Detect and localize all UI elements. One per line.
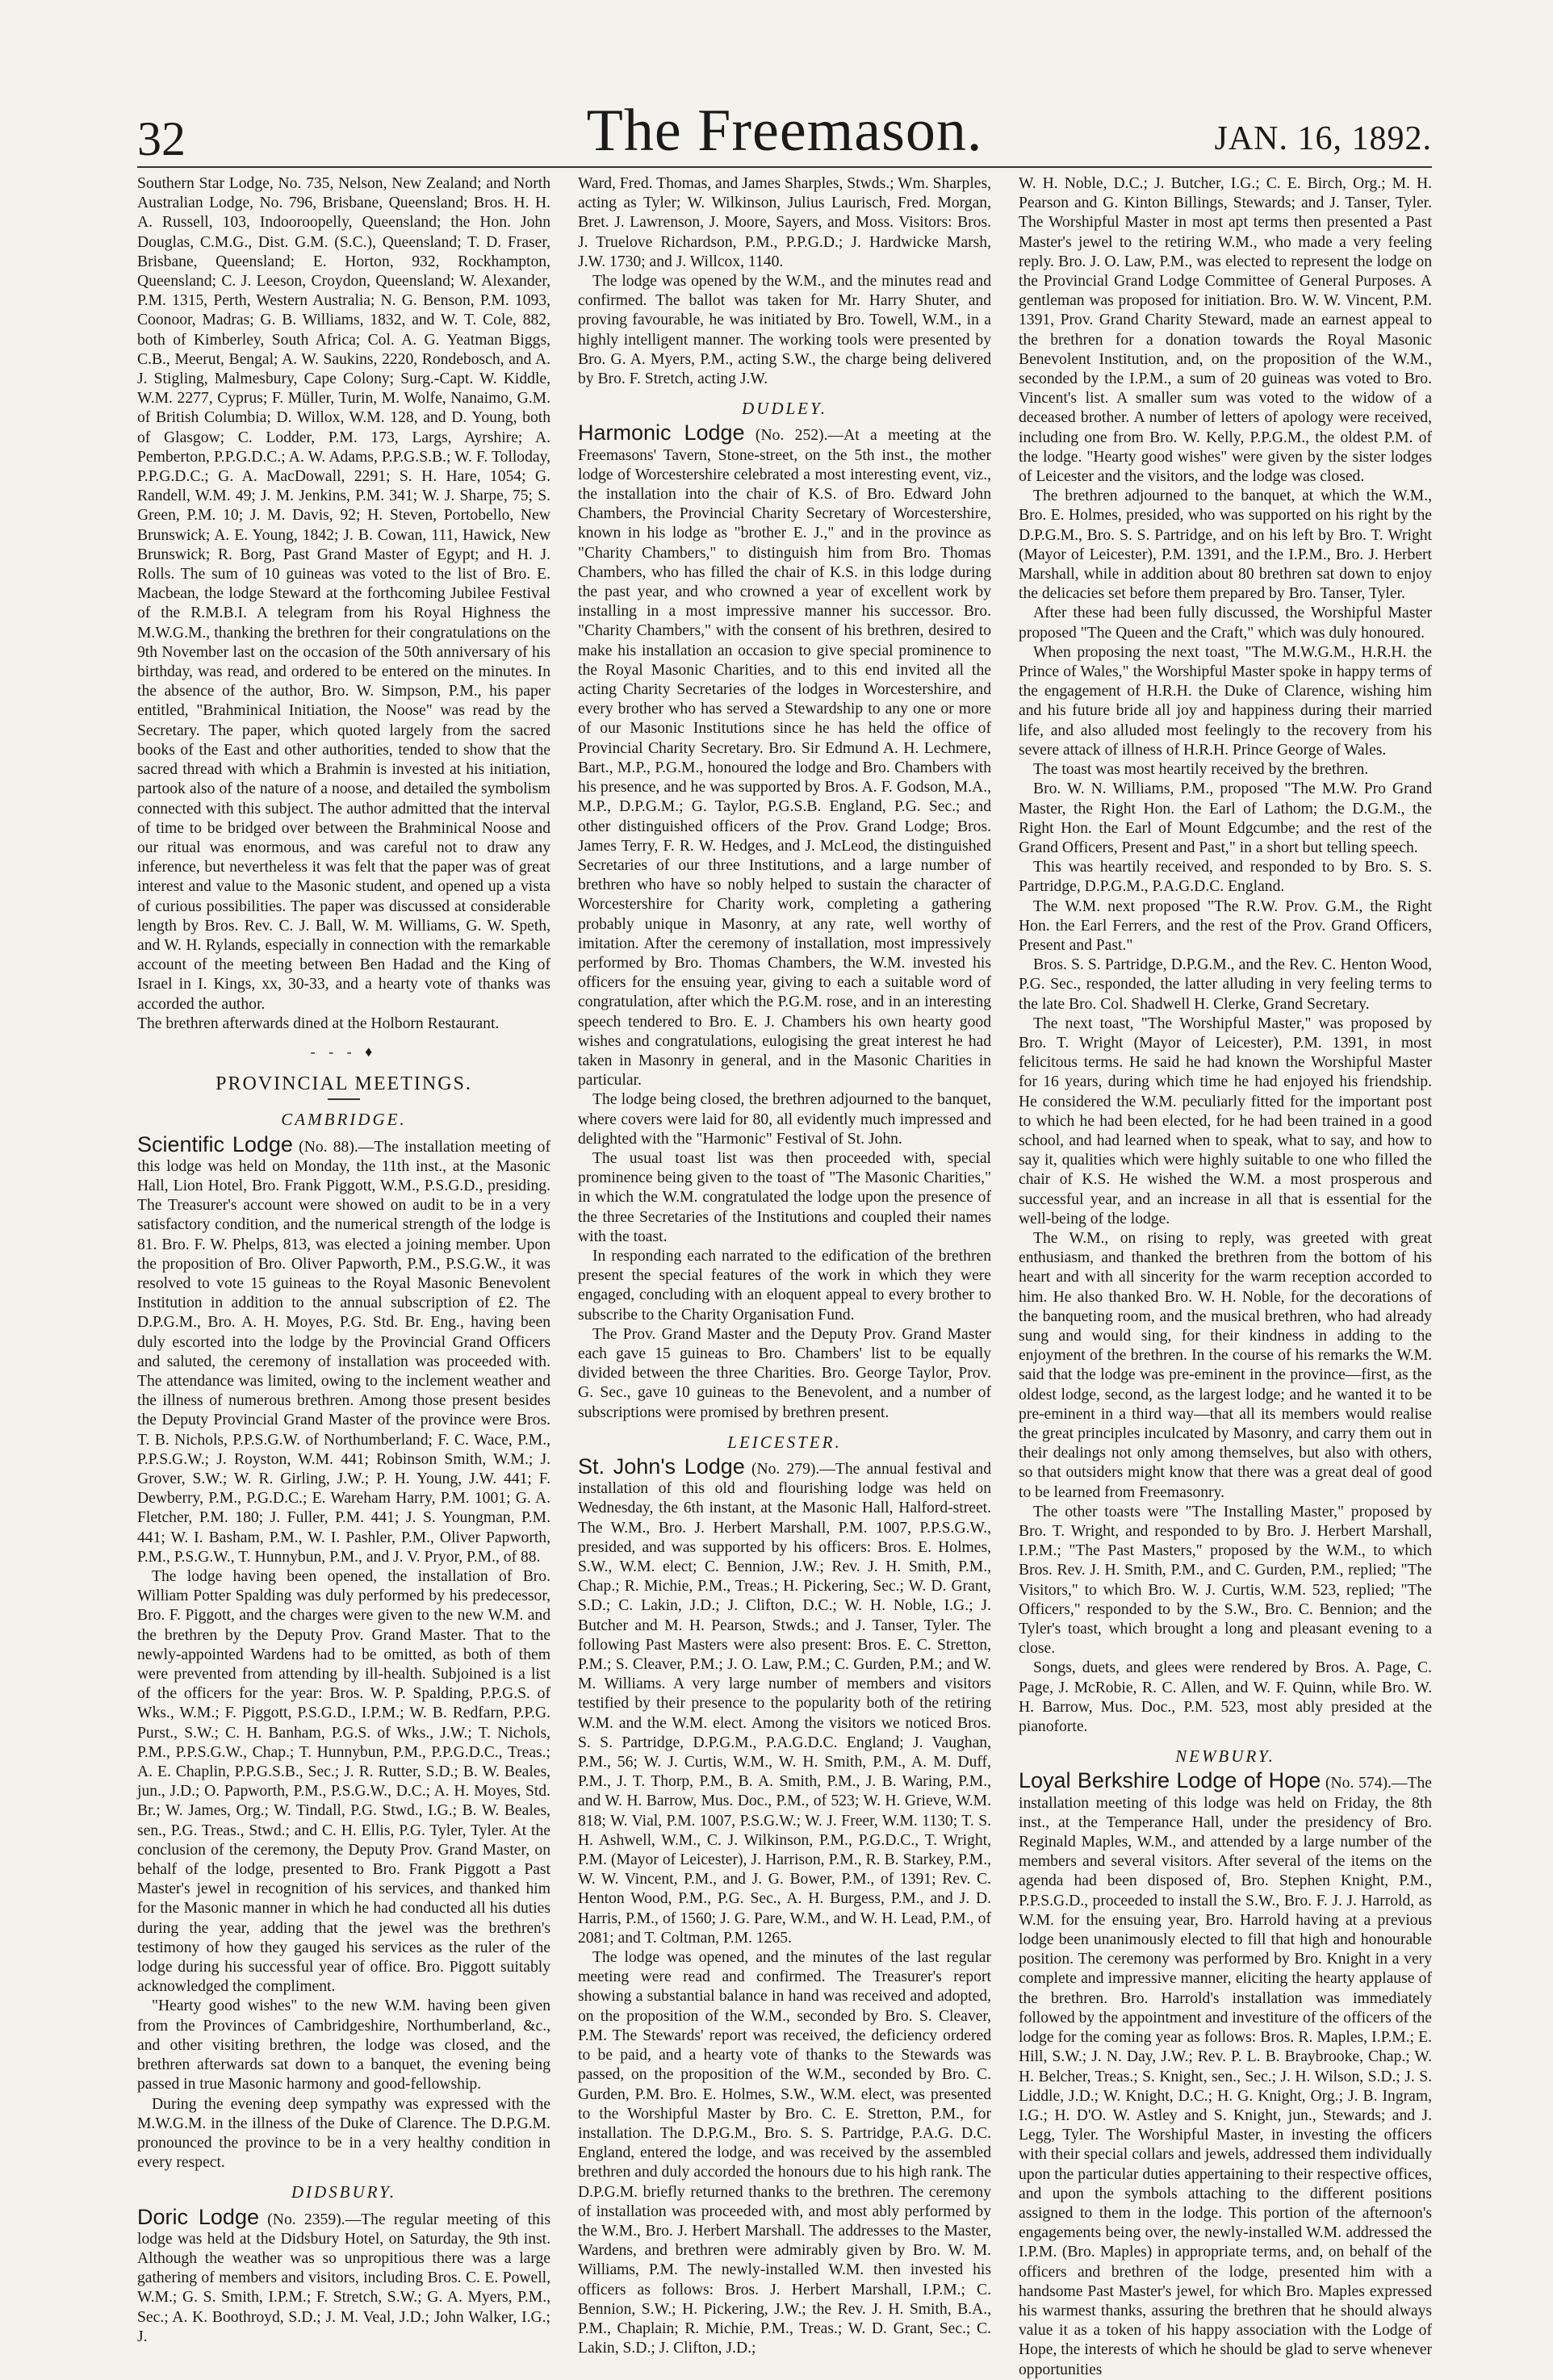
- paragraph: The usual toast list was then proceeded with, special prominence being given to the toast of "The Masonic Charities," in which the W.M. congratulated the lodge upon the presence of the three Secretaries of the Institutions and coupled their names with the toast.: [578, 1149, 991, 1245]
- paragraph: During the evening deep sympathy was expressed with the M.W.G.M. in the illness of the Duke of Clarence. The D.P.G.M. pronounced the province to be in a very healthy condition in every respect.: [137, 2095, 550, 2172]
- paragraph: The lodge was opened by the W.M., and the minutes read and confirmed. The ballot was taken for Mr. Harry Shuter, and proving favourable, he was initiated by Bro. Towell, W.M., in a highly intelligent manner. The working tools were presented by Bro. G. A. Myers, P.M., acting S.W., the charge being delivered by Bro. F. Stretch, acting J.W.: [578, 273, 991, 388]
- column-3: [1019, 174, 1432, 2378]
- paragraph: Songs, duets, and glees were rendered by Bros. A. Page, C. Page, J. McRobie, R. C. Allen, and W. F. Quinn, while Bro. W. H. Barrow, Mus. Doc., P.M. 523, most ably presided at the pianoforte.: [1019, 1659, 1432, 1736]
- paragraph: Bros. S. S. Partridge, D.P.G.M., and the Rev. C. Henton Wood, P.G. Sec., responded, the latter alluding in very feeling terms to the late Bro. Col. Shadwell H. Clerke, Grand Secretary.: [1019, 956, 1432, 1013]
- issue-date: JAN. 16, 1892.: [1214, 120, 1432, 157]
- paragraph: The lodge having been opened, the installation of Bro. William Potter Spalding was duly performed by his predecessor, Bro. F. Piggott, and the charges were given to the new W.M. and the brethren by the Deputy Prov. Grand Master. That to the newly-appointed Wardens had to be omitted, as both of them were prevented from attending by ill-health. Subjoined is a list of the officers for the year: Bros. W. P. Spalding, P.P.G.S. of Wks., W.M.; F. Piggott, P.S.G.D., I.P.M.; W. B. Redfarn, P.P.G. Purst., S.W.; C. H. Banham, P.G.S. of Wks., J.W.; T. Nichols, P.M., P.P.S.G.W., Chap.; T. Hunnybun, P.M., P.P.G.D.C., Treas.; A. E. Chaplin, P.P.G.S.B., Sec.; J. R. Rutter, S.D.; B. W. Beales, jun., J.D.; O. Papworth, P.M., P.S.G.W., D.C.; A. H. Moyes, Std. Br.; W. James, Org.; W. Tindall, P.G. Stwd., I.G.; B. W. Beales, sen., P.G. Treas., Stwd.; and C. H. Ellis, P.G. Tyler, Tyler. At the conclusion of the ceremony, the Deputy Prov. Grand Master, on behalf of the lodge, presented to Bro. Frank Piggott a Past Master's jewel in recognition of his services, and thanked him for the Masonic manner in which he had conducted all his duties during the year, adding that the jewel was the brethren's testimony of how they gauged his services as the ruler of the lodge during his successful year of office. Bro. Piggott suitably acknowledged the compliment.: [137, 1568, 550, 1996]
- location-subheading: DIDSBURY.: [291, 2182, 397, 2202]
- paragraph: The brethren adjourned to the banquet, at which the W.M., Bro. E. Holmes, presided, who was supported on his right by the D.P.G.M., Bro. S. S. Partridge, and on his left by Bro. T. Wright (Mayor of Leicester), P.M. 1391, and the I.P.M., Bro. J. Herbert Marshall, while in addition about 80 brethren sat down to enjoy the delicacies set before them prepared by Bro. Tanser, Tyler.: [1019, 487, 1432, 603]
- lodge-report: [578, 420, 991, 1090]
- short-rule: [328, 1098, 360, 1100]
- lodge-name: Loyal Berkshire Lodge of Hope: [1019, 1768, 1321, 1793]
- masthead-rule: [137, 166, 1432, 168]
- paragraph: In responding each narrated to the edification of the brethren present the special features of the work in which they were engaged, concluding with an eloquent appeal to every brother to subscribe to the Charity Organisation Fund.: [578, 1247, 991, 1324]
- lodge-report-text: (No. 88).—The installation meeting of this lodge was held on Monday, the 11th inst., at the Masonic Hall, Lion Hotel, Bro. Frank Piggott, W.M., P.S.G.D., presiding. The Treasurer's account were showed on audit to be in a very satisfactory condition, and the numerical strength of the lodge is 81. Bro. F. W. Phelps, 813, was elected a joining member. Upon the proposition of Bro. Oliver Papworth, P.M., P.S.G.W., it was resolved to vote 15 guineas to the Royal Masonic Benevolent Institution in addition to the annual subscription of £2. The D.P.G.M., Bro. A. H. Moyes, P.G. Std. Br. Eng., having been duly escorted into the lodge by the Provincial Grand Officers and saluted, the ceremony of installation was proceeded with. The attendance was limited, owing to the inclement weather and the illness of numerous brethren. Among those present besides the Deputy Provincial Grand Master of the province were Bros. T. B. Nichols, P.P.S.G.W. of Northumberland; F. C. Wace, P.M., P.P.S.G.W.; J. Royston, W.M. 441; Robinson Smith, W.M.; J. Grover, S.W.; W. R. Girling, J.W.; P. H. Young, J.W. 441; F. Dewberry, P.M., P.G.D.C.; E. Wareham Harry, P.M. 1001; G. A. Fletcher, P.M. 180; J. Fuller, P.M. 441; J. S. Youngman, P.M. 441; W. I. Basham, P.M., W. I. Pashler, P.M., Oliver Papworth, P.M., P.S.G.W., T. Hunnybun, P.M., and J. V. Pryor, P.M., of 88.: [137, 1138, 550, 1566]
- paragraph: Southern Star Lodge, No. 735, Nelson, New Zealand; and North Australian Lodge, No. 796, Brisbane, Queensland; Bros. H. H. A. Russell, 103, Indooroopelly, Queensland; the Hon. John Douglas, C.M.G., Dist. G.M. (S.C.), Queensland; T. D. Fraser, Brisbane, Queensland; E. Horton, 932, Rockhampton, Queensland; C. J. Leeson, Croydon, Queensland; W. Alexander, P.M. 1315, Perth, Western Australia; N. G. Benson, P.M. 1093, Coonoor, Madras; G. B. Williams, 1832, and W. T. Cole, 882, both of Kimberley, South Africa; Col. A. G. Yeatman Biggs, C.B., Meerut, Bengal; A. W. Saukins, 2220, Rondebosch, and A. J. Stigling, Malmesbury, Cape Colony; Surg.-Capt. W. Kiddle, W.M. 2277, Cyprus; F. Müller, Turin, M. Wolfe, Nanaimo, G.M. of British Columbia; D. Willox, W.M. 128, and D. Young, both of Glasgow; C. Lodder, P.M. 173, Largs, Ayrshire; A. Pemberton, P.P.G.D.C.; A. W. Adams, P.P.G.S.B.; W. F. Tolloday, P.P.G.D.C.; G. A. MacDowall, 2291; S. H. Hare, 1054; G. Randell, W.M. 49; J. M. Jenkins, P.M. 341; W. J. Sharpe, 75; S. Green, P.M. 10; J. M. Davis, 92; H. Steven, Portobello, New Brunswick; A. E. Young, 1842; J. B. Cowan, 111, Hawick, New Brunswick; R. Borg, Past Grand Master of Egypt; and H. J. Rolls. The sum of 10 guineas was voted to the list of Bro. E. Macbean, the lodge Steward at the forthcoming Jubilee Festival of the R.M.B.I. A telegram from his Royal Highness the M.W.G.M., thanking the brethren for their congratulations on the 9th November last on the occasion of the 50th anniversary of his birthday, was read, and ordered to be entered on the minutes. In the absence of the author, Bro. W. Simpson, P.M., his paper entitled, "Brahminical Initiation, the Noose" was read by the Secretary. The paper, which quoted largely from the sacred books of the East and other authorities, tended to show that the sacred thread with which a Brahmin is invested at his initiation, partook also of the nature of a noose, and detailed the symbolism connected with this subject. The author admitted that the interval of time to be bridged over between the Brahminical Noose and our ritual was enormous, and was careful not to draw any inference, but nevertheless it was felt that the paper was of great interest and value to the Masonic student, and opened up a vista of curious possibilities. The paper was discussed at considerable length by Bros. Rev. C. J. Ball, W. M. Williams, G. W. Speth, and W. H. Rylands, especially in connection with the remarkable account of the meeting between Ben Hadad and the King of Israel in I. Kings, xx, 30-33, and a hearty vote of thanks was accorded the author.: [137, 175, 550, 1013]
- lodge-report-text: (No. 574).—The installation meeting of this lodge was held on Friday, the 8th inst., at the Temperance Hall, under the presidency of Bro. Reginald Maples, W.M., and attended by a large number of the members and several visitors. After several of the items on the agenda had been disposed of, Bro. Stephen Knight, P.M., P.P.S.G.D., proceeded to install the S.W., Bro. F. J. J. Harrold, as W.M. for the ensuing year, Bro. Harrold having at a previous lodge been unanimously elected to fill that high and honourable position. The ceremony was performed by Bro. Knight in a very complete and impressive manner, eliciting the hearty applause of the brethren. Bro. Harrold's installation was immediately followed by the appointment and investiture of the officers of the lodge for the coming year as follows: Bros. R. Maples, I.P.M.; E. Hill, S.W.; J. N. Day, J.W.; Rev. P. L. B. Braybrooke, Chap.; W. H. Belcher, Treas.; S. Knight, sen., Sec.; J. H. Wilson, S.D.; J. S. Liddle, J.D.; W. Knight, D.C.; H. G. Knight, Org.; J. B. Ingram, I.G.; H. D'O. W. Astley and S. Knight, jun., Stewards; and J. Legg, Tyler. The Worshipful Master, in investing the officers with their special collars and jewels, addressed them individually upon the particular duties appertaining to their respective offices, and upon the symbols attaching to the different positions assigned to them in the lodge. This portion of the afternoon's engagements being over, the newly-installed W.M. addressed the I.P.M. (Bro. Maples) in appropriate terms, and, on behalf of the officers and brethren of the lodge, presented him with a handsome Past Master's jewel, for which Bro. Maples expressed his warmest thanks, assuring the brethren that he should always value it as a token of his happy association with the Lodge of Hope, the interests of which he should be glad to serve whenever opportunities: [1019, 1775, 1432, 2378]
- lodge-report: [1019, 1768, 1432, 2379]
- lodge-name: Scientific Lodge: [137, 1131, 293, 1157]
- paragraph: W. H. Noble, D.C.; J. Butcher, I.G.; C. E. Birch, Org.; M. H. Pearson and G. Kinton Billings, Stewards; and J. Tanser, Tyler. The Worshipful Master in most apt terms then presented a Past Master's jewel to the retiring W.M., who made a very feeling reply. Bro. J. O. Law, P.M., was elected to represent the lodge on the Provincial Grand Lodge Committee of General Purposes. A gentleman was proposed for initiation. Bro. W. W. Vincent, P.M. 1391, Prov. Grand Charity Steward, made an earnest appeal to the brethren for a donation towards the Royal Masonic Benevolent Institution, and, on the proposition of the W.M., seconded by the I.P.M., a sum of 20 guineas was voted to Bro. Vincent's list. A smaller sum was voted to the widow of a deceased brother. A number of letters of apology were received, including one from Bro. W. Kelly, P.P.G.M., the oldest P.M. of the lodge. "Hearty good wishes" were given by the sister lodges of Leicester and the visitors, and the lodge was closed.: [1019, 175, 1432, 486]
- lodge-name: St. John's Lodge: [578, 1454, 745, 1479]
- ornament-divider: - - - ♦: [310, 1043, 378, 1060]
- paragraph: Bro. W. N. Williams, P.M., proposed "The M.W. Pro Grand Master, the Right Hon. the Earl of Lathom; the D.G.M., the Right Hon. the Earl of Mount Edgcumbe; and the rest of the Grand Officers, Present and Past," in a short but telling speech.: [1019, 780, 1432, 856]
- lodge-report-text: (No. 252).—At a meeting at the Freemasons' Tavern, Stone-street, on the 5th inst., the mother lodge of Worcestershire celebrated a most interesting event, viz., the installation into the chair of K.S. of Bro. Edward John Chambers, the Provincial Charity Secretary of Worcestershire, known in his lodge as "brother E. J.," and in the province as "Charity Chambers," to distinguish him from Bro. Thomas Chambers, who has filled the chair of K.S. in this lodge during the past year, and who crowned a year of excellent work by installing in a most impressive manner his successor. Bro. "Charity Chambers," with the consent of his brethren, desired to make his installation an occasion to give special prominence to the Royal Masonic Charities, and to this end invited all the acting Charity Secretaries of the lodges in Worcestershire, and every brother who has served a Stewardship to any one or more of our Masonic Institutions since he has held the office of Provincial Charity Secretary. Bro. Sir Edmund A. H. Lechmere, Bart., M.P., P.G.M., honoured the lodge and Bro. Chambers with his presence, and he was supported by Bros. A. F. Godson, M.A., M.P., D.P.G.M.; G. Taylor, P.G.S.B. England, P.G. Sec.; and other distinguished officers of the Prov. Grand Lodge; Bros. James Terry, F. R. W. Hedges, and J. McLeod, the distinguished Secretaries of our three Institutions, and a large number of brethren who have so nobly helped to sustain the character of Worcestershire for Charity work, completing a gathering probably unique in Masonry, at any rate, well worthy of imitation. After the ceremony of installation, most impressively performed by Bro. Thomas Chambers, the W.M. invested his officers for the ensuing year, giving to each a suitable word of congratulation, after which the P.G.M. rose, and in an interesting speech tendered to Bro. E. J. Chambers his own hearty good wishes and congratulations, eulogising the great interest he had taken in Masonry in general, and in the Masonic Charities in particular.: [578, 427, 991, 1090]
- lodge-report: [137, 2204, 550, 2347]
- lodge-report-text: (No. 2359).—The regular meeting of this lodge was held at the Didsbury Hotel, on Saturday, the 9th inst. Although the weather was so unpropitious there was a large gathering of members and visitors, including Bros. C. E. Powell, W.M.; G. S. Smith, I.P.M.; F. Stretch, S.W.; G. A. Myers, P.M., Sec.; A. K. Boothroyd, S.D.; J. M. Veal, J.D.; John Walker, I.G.; J.: [137, 2211, 550, 2345]
- location-subheading: LEICESTER.: [727, 1432, 842, 1452]
- paragraph: The W.M. next proposed "The R.W. Prov. G.M., the Right Hon. the Earl Ferrers, and the rest of the Prov. Grand Officers, Present and Past.": [1019, 897, 1432, 954]
- lodge-report-text: (No. 279).—The annual festival and installation of this old and flourishing lodge was held on Wednesday, the 6th instant, at the Masonic Hall, Halford-street. The W.M., Bro. J. Herbert Marshall, P.M. 1007, P.P.S.G.W., presided, and was supported by his officers: Bros. E. Holmes, S.W., W.M. elect; C. Bennion, J.W.; Rev. J. H. Smith, P.M., Chap.; R. Michie, P.M., Treas.; H. Pickering, Sec.; W. D. Grant, S.D.; C. Lakin, J.D.; J. Clifton, D.C.; W. H. Noble, I.G.; J. Butcher and M. H. Pearson, Stwds.; and J. Tanser, Tyler. The following Past Masters were also present: Bros. E. C. Stretton, P.M.; S. Cleaver, P.M.; J. O. Law, P.M.; C. Gurden, P.M.; and W. M. Williams. A very large number of members and visitors testified by their presence to the popularity both of the retiring W.M. and the W.M. elect. Among the visitors we noticed Bros. S. S. Partridge, D.P.G.M., P.A.G.D.C. England; J. Vaughan, P.M., 56; W. J. Curtis, W.M., W. H. Smith, P.M., A. M. Duff, P.M., J. T. Thorp, P.M., B. A. Smith, P.M., J. B. Waring, P.M., and W. H. Barrow, Mus. Doc., P.M., of 523; W. H. Grieve, W.M. 818; W. Vial, P.M. 1007, P.S.G.W.; W. J. Freer, W.M. 1130; T. S. H. Ashwell, W.M., C. J. Wilkinson, P.M., P.G.D.C., T. Wright, P.M. (Mayor of Leicester), J. Harrison, P.M., R. B. Starkey, P.M., W. W. Vincent, P.M., and J. G. Bower, P.M., of 1391; Rev. C. Henton Wood, P.M., P.G. Sec., A. H. Burgess, P.M., and J. D. Harris, P.M., of 1560; J. G. Pare, W.M., and W. H. Lead, P.M., of 2081; and T. Coltman, P.M. 1265.: [578, 1461, 991, 1947]
- paragraph: Ward, Fred. Thomas, and James Sharples, Stwds.; Wm. Sharples, acting as Tyler; W. Wilkinson, Julius Laurisch, Fred. Morgan, Bret. J. Lawrenson, J. Moore, Sayers, and Moss. Visitors: Bros. J. Truelove Richardson, P.M., P.P.G.D.; J. Hardwicke Marsh, J.W. 1730; and J. Willcox, 1140.: [578, 175, 991, 270]
- paragraph: When proposing the next toast, "The M.W.G.M., H.R.H. the Prince of Wales," the Worshipful Master spoke in happy terms of the engagement of H.R.H. the Duke of Clarence, wishing him and his future bride all joy and happiness during their married life, and also alluded most feelingly to the recovery from his severe attack of illness of H.R.H. Prince George of Wales.: [1019, 643, 1432, 759]
- lodge-name: Harmonic Lodge: [578, 420, 745, 445]
- paragraph: The Prov. Grand Master and the Deputy Prov. Grand Master each gave 15 guineas to Bro. Chambers' list to be equally divided between the three Charities. Bro. George Taylor, Prov. G. Sec., gave 10 guineas to the Benevolent, and a number of subscriptions were promised by brethren present.: [578, 1325, 991, 1421]
- journal-title: The Freemason.: [586, 98, 983, 164]
- paragraph: The toast was most heartily received by the brethren.: [1033, 761, 1369, 779]
- column-1: [137, 174, 550, 2345]
- lodge-name: Doric Lodge: [137, 2204, 259, 2229]
- paragraph: "Hearty good wishes" to the new W.M. having been given from the Provinces of Cambridgeshire, Northumberland, &c., and other visiting brethren, the lodge was closed, and the brethren afterwards sat down to a banquet, the evening being passed in true Masonic harmony and good-fellowship.: [137, 1997, 550, 2093]
- paragraph: This was heartily received, and responded to by Bro. S. S. Partridge, D.P.G.M., P.A.G.D.C. England.: [1019, 859, 1432, 896]
- column-2: [578, 174, 991, 2357]
- paragraph: The lodge being closed, the brethren adjourned to the banquet, where covers were laid for 80, all evidently much impressed and delighted with the "Harmonic" Festival of St. John.: [578, 1091, 991, 1148]
- paragraph: The next toast, "The Worshipful Master," was proposed by Bro. T. Wright (Mayor of Leicester), P.M. 1391, in most felicitous terms. He said he had known the Worshipful Master for 16 years, during which time he had enjoyed his friendship. He considered the W.M. peculiarly fitted for the important post to which he had been elected, for he had been trained in a good school, and had learned when to speak, what to say, and how to say it, qualities which were highly suitable to one who filled the chair of K.S. He wished the W.M. a most prosperous and successful year, and an increase in all that is essential for the well-being of the lodge.: [1019, 1014, 1432, 1228]
- location-subheading: CAMBRIDGE.: [281, 1110, 407, 1130]
- lodge-report: [578, 1454, 991, 1948]
- page-number: 32: [137, 112, 186, 165]
- paragraph: The lodge was opened, and the minutes of the last regular meeting were read and confirmed. The Treasurer's report showing a substantial balance in hand was received and adopted, on the proposition of the W.M., seconded by Bro. S. Cleaver, P.M. The Stewards' report was received, the deficiency ordered to be paid, and a hearty vote of thanks to the Stewards was passed, on the proposition of the W.M., seconded by Bro. C. Gurden, P.M. Bro. E. Holmes, S.W., W.M. elect, was presented to the Worshipful Master by Bro. C. E. Stretton, P.M., for installation. The D.P.G.M., Bro. S. S. Partridge, P.A.G. D.C. England, entered the lodge, and was received by the assembled brethren and duly accorded the honours due to his high rank. The D.P.G.M. briefly returned thanks to the brethren. The ceremony of installation was proceeded with, and most ably performed by the W.M., Bro. J. Herbert Marshall. The addresses to the Master, Wardens, and brethren were admirably given by Bro. W. M. Williams, P.M. The newly-installed W.M. then invested his officers as follows: Bros. J. Herbert Marshall, I.P.M.; C. Bennion, S.W.; H. Pickering, J.W.; the Rev. J. H. Smith, B.A., P.M., Chaplain; R. Michie, P.M., Treas.; W. D. Grant, Sec.; C. Lakin, S.D.; J. Clifton, J.D.;: [578, 1949, 991, 2357]
- paragraph: The other toasts were "The Installing Master," proposed by Bro. T. Wright, and responded to by Bro. J. Herbert Marshall, I.P.M.; "The Past Masters," proposed by the W.M., to which Bros. Rev. J. H. Smith, P.M., and C. Gurden, P.M., replied; "The Visitors," to which Bro. W. J. Curtis, W.M. 523, replied; "The Officers," responded to by the S.W., Bro. C. Bennion; and the Tyler's toast, which brought a long and pleasant evening to a close.: [1019, 1503, 1432, 1658]
- paragraph: The brethren afterwards dined at the Holborn Restaurant.: [137, 1014, 500, 1032]
- section-heading: PROVINCIAL MEETINGS.: [216, 1073, 472, 1095]
- location-subheading: DUDLEY.: [741, 399, 827, 419]
- paragraph: After these had been fully discussed, the Worshipful Master proposed "The Queen and the Craft," which was duly honoured.: [1019, 604, 1432, 642]
- lodge-report: [137, 1131, 550, 1567]
- article-columns: [137, 174, 1432, 2378]
- location-subheading: NEWBURY.: [1175, 1746, 1275, 1767]
- masthead: [137, 0, 1432, 171]
- paragraph: The W.M., on rising to reply, was greeted with great enthusiasm, and thanked the brethren from the bottom of his heart and with all sincerity for the warm reception accorded to him. He also thanked Bro. W. H. Noble, for the decorations of the banqueting room, and the musical brethren, who had already sung and would sing, for their kindness in adding to the enjoyment of the brethren. In the course of his remarks the W.M. said that the lodge was pre-eminent in the province—first, as the oldest lodge, second, as the largest lodge; and he wanted it to be pre-eminent in a third way—that all its members would realise the great principles inculcated by Masonry, and carry them out in their dealings not only among themselves, but also with others, so that outsiders might know that there was a great deal of good to be learned from Freemasonry.: [1019, 1229, 1432, 1501]
